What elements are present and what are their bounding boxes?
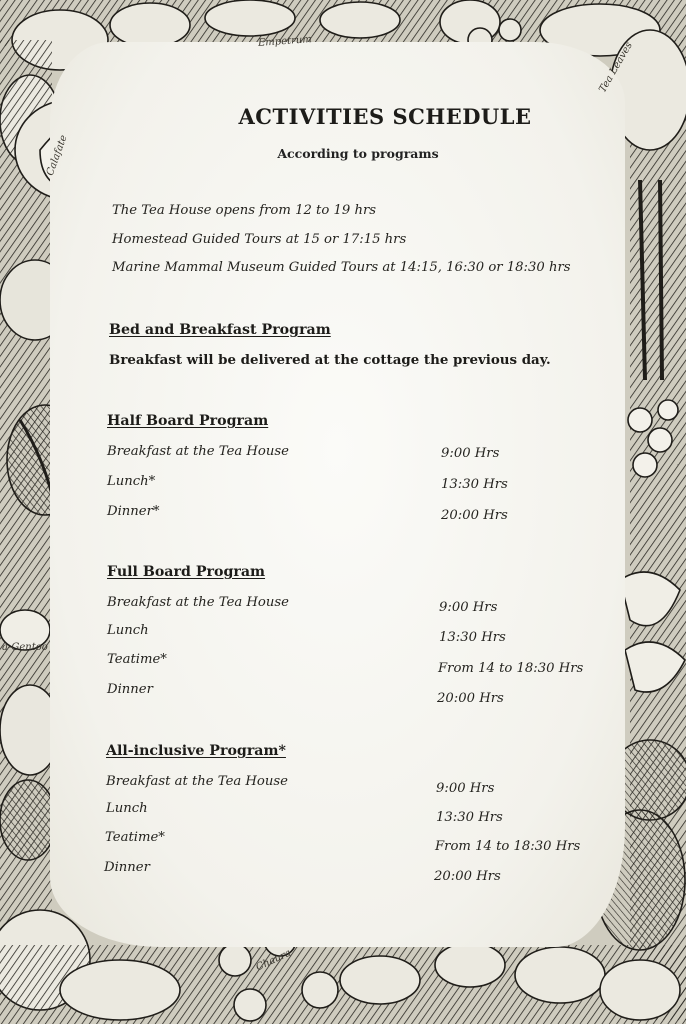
- full-board-time: 9:00 Hrs: [439, 600, 498, 615]
- full-board-meal: Breakfast at the Tea House: [107, 595, 289, 610]
- half-board-meal: Breakfast at the Tea House: [107, 444, 289, 459]
- all-inclusive-time: 20:00 Hrs: [434, 869, 501, 884]
- all-inclusive-meal: Teatime*: [105, 830, 165, 845]
- half-board-meal: Lunch*: [107, 474, 156, 489]
- all-inclusive-meal: Dinner: [104, 860, 150, 875]
- all-inclusive-meal: Lunch: [106, 801, 148, 816]
- half-board-time: 13:30 Hrs: [441, 477, 508, 492]
- full-board-meal: Lunch: [107, 623, 149, 638]
- all-inclusive-time: 13:30 Hrs: [436, 810, 503, 825]
- illustration-label-top-right: Tea Leaves: [597, 40, 635, 95]
- half-board-heading: Half Board Program: [107, 413, 269, 429]
- illustration-label-bird: Calafate: [44, 133, 70, 178]
- illustration-label-top: Empetrum: [257, 34, 313, 49]
- full-board-time: 20:00 Hrs: [437, 691, 504, 706]
- illustration-label-bottom: Chaura: [254, 947, 293, 974]
- all-inclusive-heading: All-inclusive Program*: [106, 743, 286, 759]
- info-tea-house: The Tea House opens from 12 to 19 hrs: [112, 203, 377, 218]
- all-inclusive-meal: Breakfast at the Tea House: [106, 774, 288, 789]
- info-museum-tours: Marine Mammal Museum Guided Tours at 14:15, 16:30 or 18:30 hrs: [112, 260, 571, 275]
- all-inclusive-time: 9:00 Hrs: [436, 781, 495, 796]
- full-board-meal: Teatime*: [107, 652, 167, 667]
- all-inclusive-time: From 14 to 18:30 Hrs: [435, 839, 581, 854]
- full-board-time: From 14 to 18:30 Hrs: [438, 661, 584, 676]
- full-board-time: 13:30 Hrs: [439, 630, 506, 645]
- bed-breakfast-heading: Bed and Breakfast Program: [109, 322, 331, 338]
- page-title: ACTIVITIES SCHEDULE: [238, 104, 532, 129]
- illustration-label-penguin: a-Gentoo: [2, 642, 48, 653]
- full-board-meal: Dinner: [107, 682, 153, 697]
- half-board-time: 9:00 Hrs: [441, 446, 500, 461]
- half-board-time: 20:00 Hrs: [441, 508, 508, 523]
- page-subtitle: According to programs: [277, 146, 439, 161]
- full-board-heading: Full Board Program: [107, 564, 266, 580]
- info-homestead-tours: Homestead Guided Tours at 15 or 17:15 hrs: [112, 232, 407, 247]
- bed-breakfast-note: Breakfast will be delivered at the cottage the previous day.: [109, 352, 551, 368]
- half-board-meal: Dinner*: [107, 504, 160, 519]
